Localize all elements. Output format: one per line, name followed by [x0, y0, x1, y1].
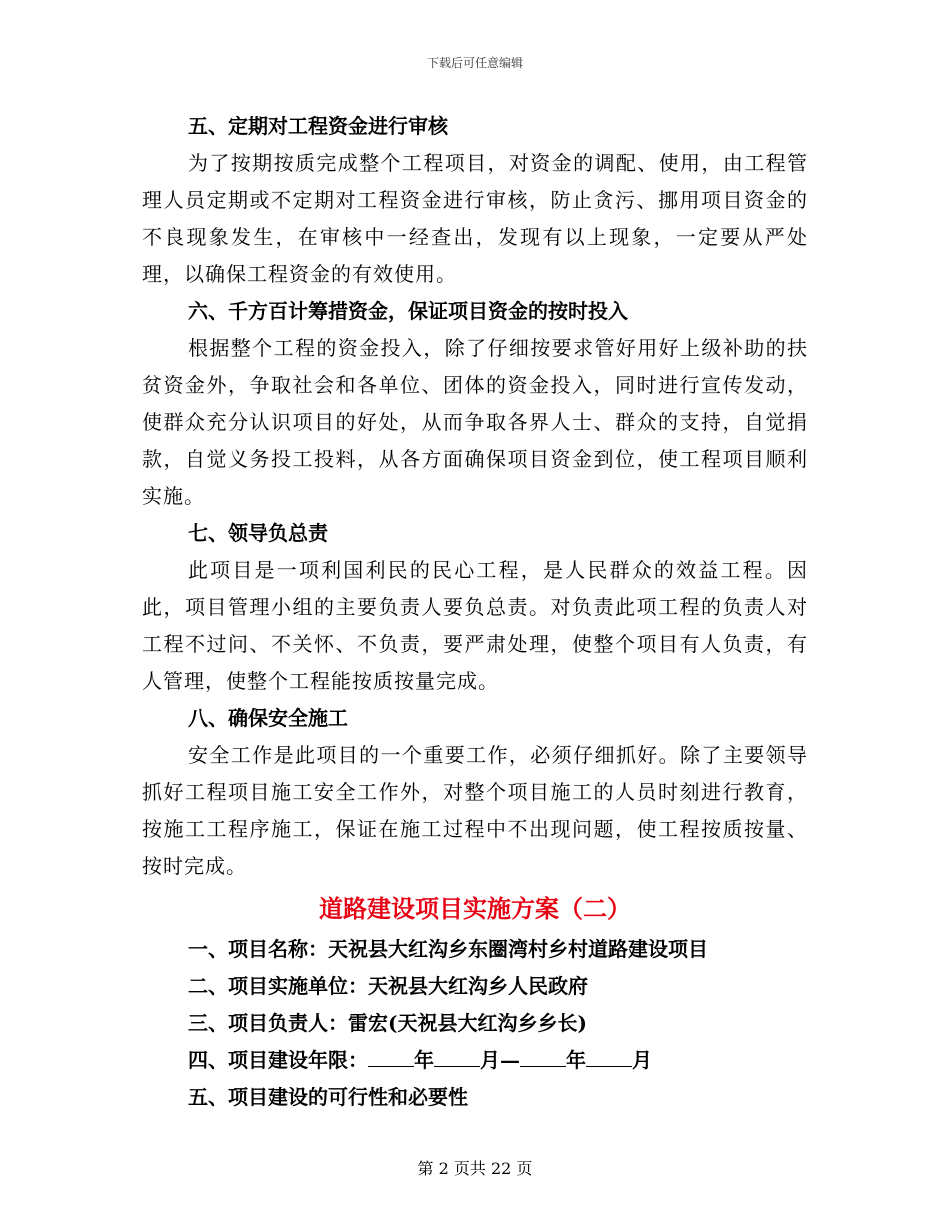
- section-heading-6: 六、千方百计筹措资金，保证项目资金的按时投入: [188, 299, 628, 323]
- period-month-2: 月: [632, 1048, 652, 1072]
- period-year-2: 年: [566, 1048, 586, 1072]
- item-project-name: 一、项目名称：天祝县大红沟乡东圈湾村乡村道路建设项目: [188, 937, 708, 961]
- section-heading-5: 五、定期对工程资金进行审核: [188, 114, 448, 138]
- item-project-leader: 三、项目负责人：雷宏(天祝县大红沟乡乡长): [188, 1011, 587, 1035]
- blank-end-month: [586, 1048, 632, 1067]
- section-body-5: 为了按期按质完成整个工程项目，对资金的调配、使用，由工程管理人员定期或不定期对工程资金进行审核，防止贪污、挪用项目资金的不良现象发生，在审核中一经查出，发现有以上现象，一定要从严处理，以确保工程资金的有效使用。: [142, 151, 808, 286]
- item-construction-period: [142, 1042, 808, 1079]
- period-label: 四、项目建设年限：: [188, 1048, 368, 1072]
- header-note: 下载后可任意编辑: [426, 56, 523, 70]
- page-footer: 第 2 页共 22 页: [417, 1159, 533, 1178]
- item-implementing-unit: 二、项目实施单位：天祝县大红沟乡人民政府: [188, 974, 588, 998]
- section-body-8: 安全工作是此项目的一个重要工作，必须仔细抓好。除了主要领导抓好工程项目施工安全工作外，对整个项目施工的人员时刻进行教育，按施工工程序施工，保证在施工过程中不出现问题，使工程按质按量、按时完成。: [142, 743, 808, 878]
- blank-start-month: [434, 1048, 480, 1067]
- section-body-6: 根据整个工程的资金投入，除了仔细按要求管好用好上级补助的扶贫资金外，争取社会和各单位、团体的资金投入，同时进行宣传发动，使群众充分认识项目的好处，从而争取各界人士、群众的支持，自觉捐款，自觉义务投工投料，从各方面确保项目资金到位，使工程项目顺利实施。: [142, 336, 808, 508]
- blank-end-year: [520, 1048, 566, 1067]
- plan-title: 道路建设项目实施方案（二）: [319, 894, 631, 923]
- section-body-7: 此项目是一项利国利民的民心工程，是人民群众的效益工程。因此，项目管理小组的主要负责人要负总责。对负责此项工程的负责人对工程不过问、不关怀、不负责，要严肃处理，使整个项目有人负责，有人管理，使整个工程能按质按量完成。: [142, 558, 808, 693]
- document-body: [142, 108, 808, 1116]
- period-dash: —: [500, 1048, 520, 1072]
- period-year-1: 年: [414, 1048, 434, 1072]
- section-heading-8: 八、确保安全施工: [188, 706, 348, 730]
- blank-start-year: [368, 1048, 414, 1067]
- item-feasibility: 五、项目建设的可行性和必要性: [188, 1085, 468, 1109]
- section-heading-7: 七、领导负总责: [188, 521, 328, 545]
- period-month-1: 月: [480, 1048, 500, 1072]
